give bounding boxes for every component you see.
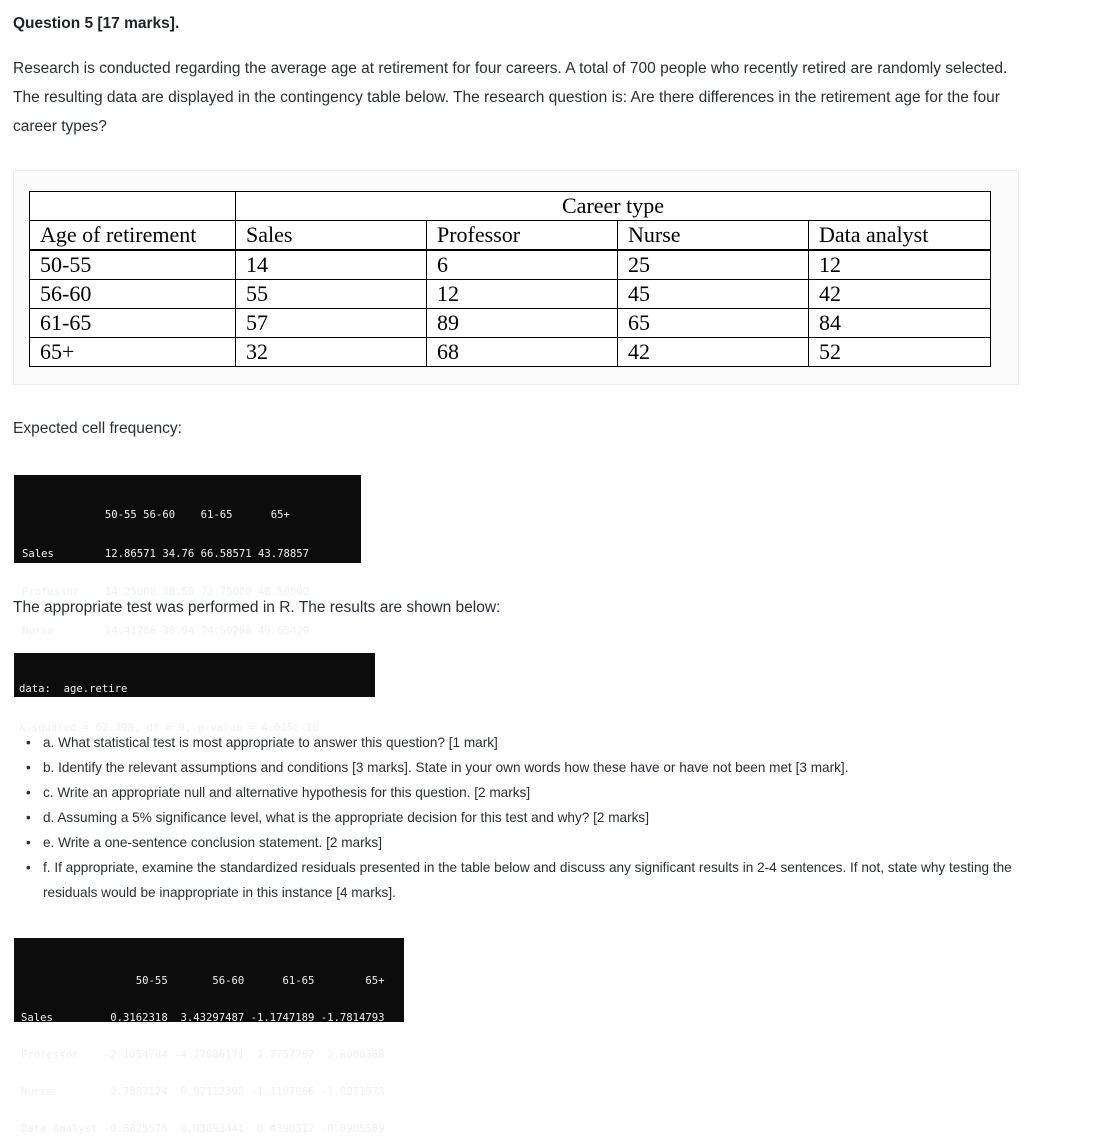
contingency-table [29, 191, 991, 367]
table-cell: 25 [618, 250, 809, 280]
list-item [26, 730, 1026, 755]
bullet-icon: • [26, 760, 31, 775]
intro-paragraph: Research is conducted regarding the average age at retirement for four careers. A total of 700 people who recently retired are randomly selected. The resulting data are displayed in the contingency table below. The research question is: Are there differences in the retirement age for the four career types? [13, 60, 1008, 135]
column-header: Professor [427, 221, 618, 251]
console-line: data: age.retire [19, 683, 128, 695]
column-header: Data analyst [809, 221, 991, 251]
question-text: d. Assuming a 5% significance level, what is the appropriate decision for this test and why? [2 marks] [43, 810, 649, 825]
question-list [26, 730, 1026, 905]
table-cell: 57 [236, 309, 427, 338]
contingency-table-panel [13, 170, 1019, 385]
column-header: Nurse [618, 221, 809, 251]
row-header-age: Age of retirement [30, 221, 236, 251]
table-cell: 68 [427, 338, 618, 367]
list-item [26, 780, 1026, 805]
bullet-icon: • [26, 860, 31, 875]
table-cell: 6 [427, 250, 618, 280]
question-text: c. Write an appropriate null and alternative hypothesis for this question. [2 marks] [43, 785, 531, 800]
question-text: b. Identify the relevant assumptions and conditions [3 marks]. State in your own words how these have or have not been met [3 mark]. [43, 760, 849, 775]
bullet-icon: • [26, 810, 31, 825]
console-line: Nurse 2.7887124 0.97112392 -1.1107066 -1.0071973 [21, 1086, 385, 1098]
question-text: f. If appropriate, examine the standardized residuals presented in the table below and discuss any significant results in 2-4 sentences. If not, state why testing the residuals would be inappropriate in this instance [4 marks]. [43, 860, 1012, 900]
column-header: Sales [236, 221, 427, 251]
list-item [26, 755, 1026, 780]
table-cell: 12 [809, 250, 991, 280]
console-line: Nurse 14.41286 38.94 74.59286 49.05429 [22, 624, 310, 637]
table-cell: 42 [618, 338, 809, 367]
table-cell: 12 [427, 280, 618, 309]
table-cell: 52 [809, 338, 991, 367]
table-cell: 55 [236, 280, 427, 309]
question-text: a. What statistical test is most appropriate to answer this question? [1 mark] [43, 735, 498, 750]
list-item [26, 805, 1026, 830]
console-line: X-squared = 62.398, df = 9, p-value = 4.615e-10 [19, 721, 319, 734]
standardized-residuals-output [14, 938, 404, 1135]
console-line: 50-55 56-60 61-65 65+ [22, 509, 290, 521]
row-label: 65+ [30, 338, 236, 367]
expected-frequency-label: Expected cell frequency: [13, 420, 182, 437]
table-cell: 14 [236, 250, 427, 280]
table-cell: 65 [618, 309, 809, 338]
table-cell: 32 [236, 338, 427, 367]
chi-squared-test-output [14, 653, 375, 734]
test-results-label: The appropriate test was performed in R. The results are shown below: [13, 599, 501, 616]
console-line: Sales 0.3162318 3.43297487 -1.1747189 -1.7814793 [21, 1012, 385, 1024]
table-row [30, 250, 991, 280]
bullet-icon: • [26, 835, 31, 850]
table-row [30, 309, 991, 338]
table-cell: 89 [427, 309, 618, 338]
row-label: 61-65 [30, 309, 236, 338]
list-item [26, 830, 1026, 855]
question-text: e. Write a one-sentence conclusion statement. [2 marks] [43, 835, 383, 850]
console-line: Professor 14.25000 38.50 73.75000 48.50000 [22, 586, 310, 598]
table-cell: 84 [809, 309, 991, 338]
empty-corner-cell [30, 192, 236, 221]
console-line: 50-55 56-60 61-65 65+ [21, 975, 385, 987]
bullet-icon: • [26, 735, 31, 750]
console-line: Data Analyst -0.8825575 0.03093441 0.4390317 -0.0905589 [21, 1123, 385, 1135]
table-row [30, 280, 991, 309]
console-line: Professor -2.1854784 -4.27086171 1.7757787 2.8000368 [21, 1049, 385, 1061]
row-label: 50-55 [30, 250, 236, 280]
bullet-icon: • [26, 785, 31, 800]
console-line: Sales 12.86571 34.76 66.58571 43.78857 [22, 547, 310, 560]
career-type-header: Career type [236, 192, 991, 221]
table-cell: 42 [809, 280, 991, 309]
table-row [30, 338, 991, 367]
row-label: 56-60 [30, 280, 236, 309]
table-cell: 45 [618, 280, 809, 309]
list-item [26, 855, 1026, 905]
question-title: Question 5 [17 marks]. [13, 15, 180, 32]
